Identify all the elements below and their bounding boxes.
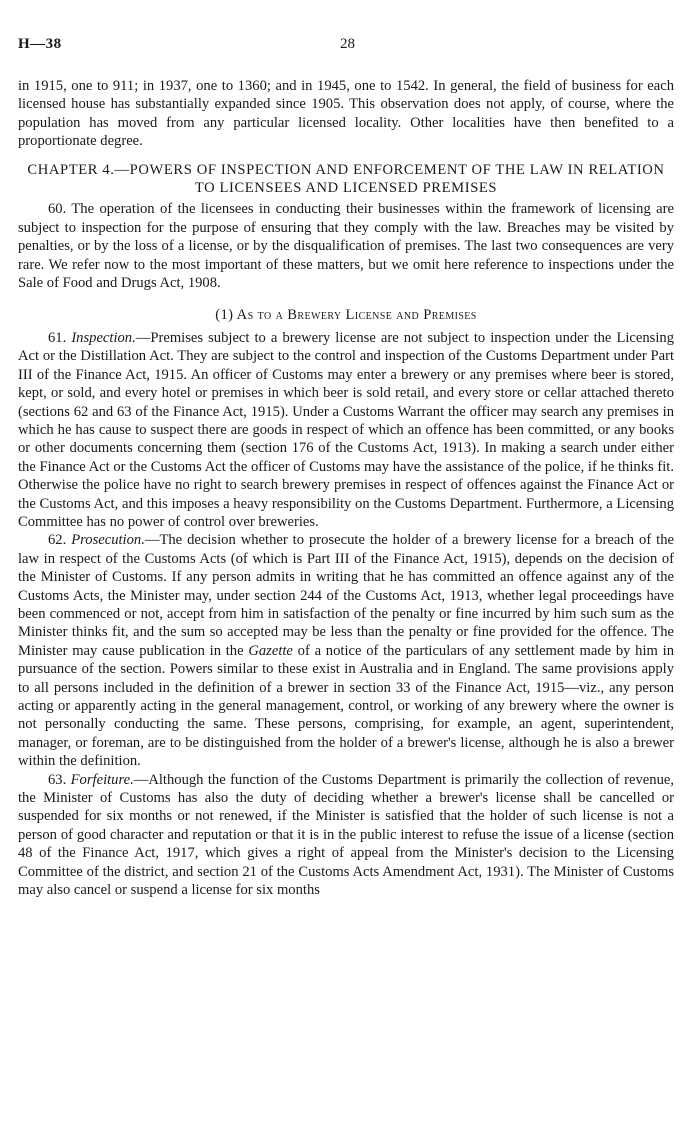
- paragraph-63-text: —Although the function of the Customs Department is primarily the collection of revenue, the Minister of Customs has also the duty of deciding whether a brewer's license shall be cancelled or suspended for six months or not renewed, if the Minister is satisfied that the holder of such license is not a person of good character and reputation or that it is in the public interest to refuse the issue of a license (section 48 of the Finance Act, 1917, which gives a right of appeal from the Minister's decision to the Licensing Committee of the district, and section 21 of the Customs Acts Amendment Act, 1931). The Minister of Customs may also cancel or suspend a license for six months: [18, 771, 674, 899]
- paragraph-63: [18, 771, 674, 900]
- paragraph-62-text-b: of a notice of the particulars of any settlement made by him in pursuance of the section. Powers similar to these exist in Australia and in England. The same provisions apply to all persons included in the definition of a brewer in section 33 of the Finance Act, 1915—viz., any person acting or apparently acting in the general management, control, or working of any brewery where the owner is not personally conducting the same. These persons, comprising, for example, an agent, superintendent, manager, or foreman, are to be distinguished from the holder of a brewer's license, although he is also a brewer within the definition.: [18, 642, 674, 770]
- paragraph-63-number: 63.: [48, 771, 71, 788]
- paragraph-61-text: —Premises subject to a brewery license are not subject to inspection under the Licensing Act or the Distillation Act. They are subject to the control and inspection of the Customs Department under Part III of the Finance Act, 1915. An officer of Customs may enter a brewery or any premises where beer is stored, kept, or sold, and every hotel or premises in which beer is sold retail, and every store or cellar attached thereto (sections 62 and 63 of the Finance Act, 1915). Under a Customs Warrant the officer may search any premises in which he has cause to suspect there are goods in respect of which an offence has been committed, or any books or other documents concerning them (section 176 of the Customs Act, 1913). In making a search under either the Finance Act or the Customs Act the officer of Customs may have the assistance of the police, if he thinks fit. Otherwise the police have no right to search brewery premises in respect of offences against the Finance Act or the Customs Act, and this imposes a heavy responsibility on the Customs Department. Furthermore, a Licensing Committee has no power of control over breweries.: [18, 329, 675, 530]
- gazette-reference: Gazette: [248, 642, 293, 659]
- paragraph-61: [18, 329, 674, 531]
- paragraph-62-title: Prosecution.: [71, 532, 145, 549]
- page-number: 28: [340, 36, 355, 52]
- intro-paragraph: in 1915, one to 911; in 1937, one to 1360; and in 1945, one to 1542. In general, the field of business for each licensed house has substantially expanded since 1905. This observation does not apply, of course, where the population has moved from any particular licensed locality. Other localities have then benefited to a proportionate degree.: [18, 78, 674, 150]
- paragraph-62: [18, 531, 674, 770]
- section-heading-text: (1) As to a Brewery License and Premises: [215, 307, 477, 324]
- paragraph-60: 60. The operation of the licensees in conducting their businesses within the framework of licensing are subject to inspection for the purpose of ensuring that they comply with the law. Breaches may be visited by penalties, or by the loss of a license, or by the disqualification of premises. The last two consequences are very rare. We refer now to the most important of these matters, but we omit here reference to inspections under the Sale of Food and Drugs Act, 1908.: [18, 201, 674, 292]
- paragraph-61-number: 61.: [48, 329, 72, 346]
- page-body: [18, 77, 674, 899]
- paragraph-61-title: Inspection.: [71, 329, 136, 346]
- paragraph-62-number: 62.: [48, 532, 72, 549]
- running-head: [18, 36, 418, 56]
- paragraph-62-text-a: —The decision whether to prosecute the holder of a brewery license for a breach of the law in respect of the Customs Acts (of which is Part III of the Finance Act, 1915), depends on the decision of the Minister of Customs. If any person admits in writing that he has committed an offence against any of the Customs Acts, the Minister may, under section 244 of the Customs Act, 1913, whether legal proceedings have been commenced or not, accept from him in satisfaction of the penalty or fine incurred by him such sum as the Minister thinks fit, and the sum so accepted may be less than the penalty or fine provided for the offence. The Minister may cause publication in the: [18, 532, 674, 659]
- paragraph-63-title: Forfeiture.: [70, 771, 134, 788]
- chapter-heading: CHAPTER 4.—POWERS OF INSPECTION AND ENFORCEMENT OF THE LAW IN RELATION TO LICENSEES AND LICENSED PREMISES: [27, 161, 665, 197]
- section-heading: [18, 306, 674, 324]
- document-series-number: H—38: [18, 36, 62, 52]
